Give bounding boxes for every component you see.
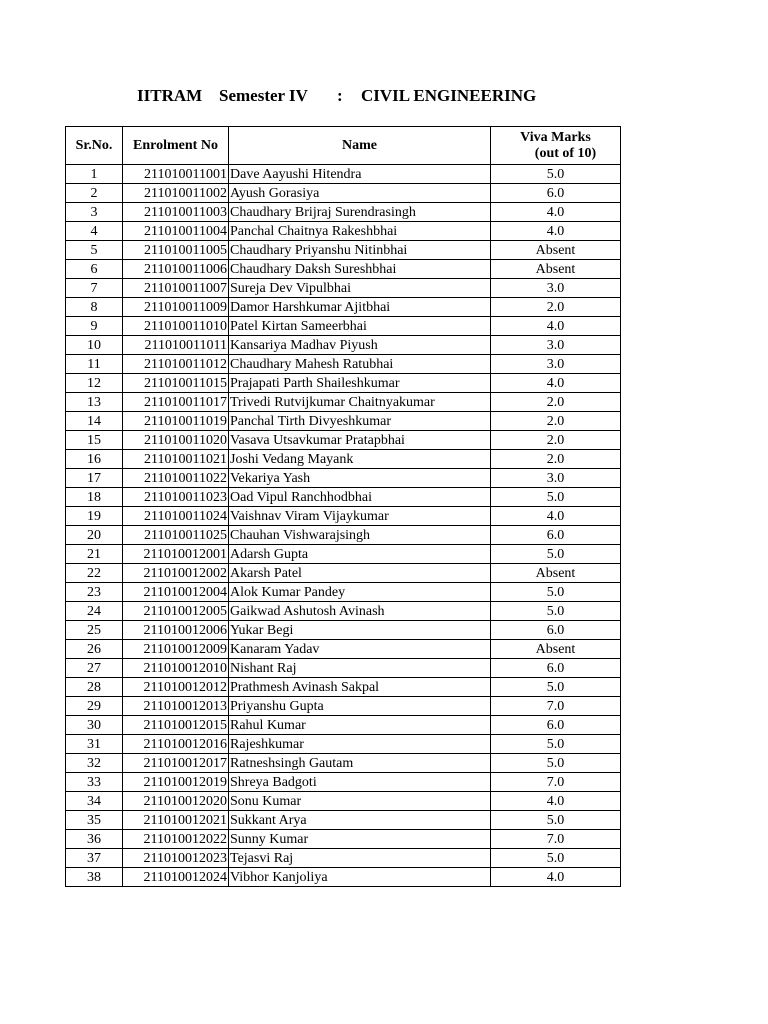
cell-name: Sonu Kumar (229, 792, 491, 811)
cell-name: Prathmesh Avinash Sakpal (229, 678, 491, 697)
cell-srno: 12 (66, 374, 123, 393)
cell-viva-marks: 3.0 (491, 336, 621, 355)
cell-enrolment: 211010011011 (123, 336, 229, 355)
cell-enrolment: 211010012010 (123, 659, 229, 678)
viva-header-line1: Viva Marks (520, 129, 591, 145)
cell-srno: 11 (66, 355, 123, 374)
table-row (66, 849, 621, 868)
cell-enrolment: 211010012022 (123, 830, 229, 849)
cell-enrolment: 211010011004 (123, 222, 229, 241)
cell-name: Kanaram Yadav (229, 640, 491, 659)
cell-viva-marks: 4.0 (491, 507, 621, 526)
cell-name: Patel Kirtan Sameerbhai (229, 317, 491, 336)
table-row (66, 811, 621, 830)
table-row (66, 545, 621, 564)
cell-enrolment: 211010011021 (123, 450, 229, 469)
cell-srno: 5 (66, 241, 123, 260)
cell-viva-marks: Absent (491, 640, 621, 659)
table-row (66, 450, 621, 469)
cell-srno: 17 (66, 469, 123, 488)
cell-srno: 29 (66, 697, 123, 716)
page-title (0, 86, 768, 108)
cell-srno: 33 (66, 773, 123, 792)
cell-viva-marks: 5.0 (491, 735, 621, 754)
cell-srno: 24 (66, 602, 123, 621)
cell-enrolment: 211010012015 (123, 716, 229, 735)
cell-srno: 38 (66, 868, 123, 887)
cell-viva-marks: 2.0 (491, 298, 621, 317)
cell-srno: 1 (66, 165, 123, 184)
cell-srno: 22 (66, 564, 123, 583)
cell-enrolment: 211010012023 (123, 849, 229, 868)
cell-enrolment: 211010011005 (123, 241, 229, 260)
table-row (66, 678, 621, 697)
title-separator: : (337, 86, 343, 105)
cell-enrolment: 211010011006 (123, 260, 229, 279)
cell-enrolment: 211010012001 (123, 545, 229, 564)
table-row (66, 602, 621, 621)
column-header-enrolment: Enrolment No (123, 127, 229, 165)
cell-viva-marks: 6.0 (491, 659, 621, 678)
cell-srno: 23 (66, 583, 123, 602)
cell-viva-marks: 7.0 (491, 773, 621, 792)
cell-srno: 8 (66, 298, 123, 317)
cell-enrolment: 211010012009 (123, 640, 229, 659)
table-row (66, 336, 621, 355)
cell-viva-marks: 3.0 (491, 355, 621, 374)
cell-name: Panchal Chaitnya Rakeshbhai (229, 222, 491, 241)
cell-srno: 21 (66, 545, 123, 564)
cell-srno: 10 (66, 336, 123, 355)
cell-enrolment: 211010012024 (123, 868, 229, 887)
cell-viva-marks: 2.0 (491, 450, 621, 469)
cell-viva-marks: 4.0 (491, 317, 621, 336)
table-row (66, 773, 621, 792)
cell-viva-marks: 5.0 (491, 754, 621, 773)
cell-name: Vasava Utsavkumar Pratapbhai (229, 431, 491, 450)
cell-name: Vaishnav Viram Vijaykumar (229, 507, 491, 526)
table-row (66, 830, 621, 849)
cell-enrolment: 211010011009 (123, 298, 229, 317)
table-row (66, 564, 621, 583)
cell-enrolment: 211010011020 (123, 431, 229, 450)
cell-srno: 6 (66, 260, 123, 279)
cell-srno: 30 (66, 716, 123, 735)
cell-viva-marks: 3.0 (491, 279, 621, 298)
table-row (66, 260, 621, 279)
cell-enrolment: 211010011024 (123, 507, 229, 526)
cell-name: Vibhor Kanjoliya (229, 868, 491, 887)
table-row (66, 222, 621, 241)
cell-name: Shreya Badgoti (229, 773, 491, 792)
cell-enrolment: 211010012012 (123, 678, 229, 697)
table-body (66, 165, 621, 887)
cell-name: Chauhan Vishwarajsingh (229, 526, 491, 545)
cell-viva-marks: 5.0 (491, 165, 621, 184)
cell-name: Rahul Kumar (229, 716, 491, 735)
cell-srno: 34 (66, 792, 123, 811)
cell-name: Sunny Kumar (229, 830, 491, 849)
table-row (66, 165, 621, 184)
table-row (66, 526, 621, 545)
table-row (66, 393, 621, 412)
column-header-viva-marks (491, 127, 621, 165)
cell-viva-marks: 3.0 (491, 469, 621, 488)
cell-viva-marks: Absent (491, 241, 621, 260)
cell-viva-marks: 4.0 (491, 868, 621, 887)
table-row (66, 583, 621, 602)
cell-enrolment: 211010012017 (123, 754, 229, 773)
cell-srno: 32 (66, 754, 123, 773)
viva-marks-table (65, 126, 621, 887)
cell-viva-marks: 4.0 (491, 374, 621, 393)
cell-srno: 7 (66, 279, 123, 298)
cell-viva-marks: 5.0 (491, 811, 621, 830)
cell-name: Panchal Tirth Divyeshkumar (229, 412, 491, 431)
cell-viva-marks: 2.0 (491, 412, 621, 431)
table-row (66, 412, 621, 431)
cell-viva-marks: 7.0 (491, 697, 621, 716)
cell-name: Sukkant Arya (229, 811, 491, 830)
table-row (66, 431, 621, 450)
cell-enrolment: 211010012005 (123, 602, 229, 621)
cell-srno: 37 (66, 849, 123, 868)
cell-srno: 31 (66, 735, 123, 754)
cell-srno: 9 (66, 317, 123, 336)
cell-enrolment: 211010011001 (123, 165, 229, 184)
table-row (66, 868, 621, 887)
cell-viva-marks: 4.0 (491, 222, 621, 241)
cell-srno: 35 (66, 811, 123, 830)
cell-name: Oad Vipul Ranchhodbhai (229, 488, 491, 507)
cell-name: Akarsh Patel (229, 564, 491, 583)
cell-srno: 13 (66, 393, 123, 412)
cell-enrolment: 211010011003 (123, 203, 229, 222)
cell-viva-marks: Absent (491, 260, 621, 279)
cell-name: Yukar Begi (229, 621, 491, 640)
cell-srno: 3 (66, 203, 123, 222)
cell-viva-marks: 7.0 (491, 830, 621, 849)
cell-enrolment: 211010011007 (123, 279, 229, 298)
cell-name: Prajapati Parth Shaileshkumar (229, 374, 491, 393)
cell-enrolment: 211010011017 (123, 393, 229, 412)
cell-viva-marks: 2.0 (491, 431, 621, 450)
institute-name: IITRAM (137, 86, 203, 105)
cell-name: Chaudhary Mahesh Ratubhai (229, 355, 491, 374)
cell-enrolment: 211010012021 (123, 811, 229, 830)
cell-viva-marks: 5.0 (491, 545, 621, 564)
cell-enrolment: 211010011002 (123, 184, 229, 203)
cell-viva-marks: 5.0 (491, 678, 621, 697)
cell-enrolment: 211010012019 (123, 773, 229, 792)
table-row (66, 317, 621, 336)
cell-enrolment: 211010012006 (123, 621, 229, 640)
cell-name: Rajeshkumar (229, 735, 491, 754)
table-row (66, 241, 621, 260)
cell-name: Priyanshu Gupta (229, 697, 491, 716)
cell-srno: 26 (66, 640, 123, 659)
column-header-srno: Sr.No. (66, 127, 123, 165)
cell-viva-marks: 6.0 (491, 184, 621, 203)
cell-viva-marks: 5.0 (491, 583, 621, 602)
cell-enrolment: 211010011010 (123, 317, 229, 336)
cell-name: Alok Kumar Pandey (229, 583, 491, 602)
cell-viva-marks: 5.0 (491, 488, 621, 507)
cell-name: Vekariya Yash (229, 469, 491, 488)
table-row (66, 507, 621, 526)
cell-name: Chaudhary Daksh Sureshbhai (229, 260, 491, 279)
cell-viva-marks: 2.0 (491, 393, 621, 412)
cell-srno: 25 (66, 621, 123, 640)
cell-enrolment: 211010012002 (123, 564, 229, 583)
cell-enrolment: 211010011015 (123, 374, 229, 393)
cell-srno: 16 (66, 450, 123, 469)
cell-viva-marks: 5.0 (491, 602, 621, 621)
cell-srno: 20 (66, 526, 123, 545)
table-row (66, 203, 621, 222)
table-header-row (66, 127, 621, 165)
cell-name: Trivedi Rutvijkumar Chaitnyakumar (229, 393, 491, 412)
table-row (66, 716, 621, 735)
table-row (66, 279, 621, 298)
cell-enrolment: 211010012020 (123, 792, 229, 811)
cell-enrolment: 211010011012 (123, 355, 229, 374)
cell-name: Tejasvi Raj (229, 849, 491, 868)
cell-srno: 19 (66, 507, 123, 526)
cell-enrolment: 211010011019 (123, 412, 229, 431)
department-name: CIVIL ENGINEERING (361, 86, 537, 105)
cell-srno: 14 (66, 412, 123, 431)
cell-srno: 4 (66, 222, 123, 241)
table-row (66, 735, 621, 754)
cell-name: Ratneshsingh Gautam (229, 754, 491, 773)
cell-enrolment: 211010011025 (123, 526, 229, 545)
cell-viva-marks: 6.0 (491, 621, 621, 640)
cell-name: Sureja Dev Vipulbhai (229, 279, 491, 298)
cell-name: Kansariya Madhav Piyush (229, 336, 491, 355)
cell-srno: 36 (66, 830, 123, 849)
cell-enrolment: 211010011022 (123, 469, 229, 488)
cell-srno: 15 (66, 431, 123, 450)
cell-name: Adarsh Gupta (229, 545, 491, 564)
column-header-name: Name (229, 127, 491, 165)
cell-enrolment: 211010012016 (123, 735, 229, 754)
table-row (66, 640, 621, 659)
table-row (66, 488, 621, 507)
cell-name: Chaudhary Brijraj Surendrasingh (229, 203, 491, 222)
cell-viva-marks: Absent (491, 564, 621, 583)
cell-enrolment: 211010012004 (123, 583, 229, 602)
table-row (66, 697, 621, 716)
cell-viva-marks: 6.0 (491, 526, 621, 545)
cell-name: Chaudhary Priyanshu Nitinbhai (229, 241, 491, 260)
table-row (66, 374, 621, 393)
cell-name: Ayush Gorasiya (229, 184, 491, 203)
cell-name: Dave Aayushi Hitendra (229, 165, 491, 184)
cell-enrolment: 211010011023 (123, 488, 229, 507)
table-row (66, 792, 621, 811)
cell-viva-marks: 4.0 (491, 203, 621, 222)
cell-srno: 27 (66, 659, 123, 678)
cell-viva-marks: 6.0 (491, 716, 621, 735)
cell-viva-marks: 5.0 (491, 849, 621, 868)
cell-enrolment: 211010012013 (123, 697, 229, 716)
cell-srno: 2 (66, 184, 123, 203)
table-row (66, 184, 621, 203)
cell-srno: 18 (66, 488, 123, 507)
table-row (66, 659, 621, 678)
cell-srno: 28 (66, 678, 123, 697)
table-row (66, 469, 621, 488)
cell-name: Damor Harshkumar Ajitbhai (229, 298, 491, 317)
cell-name: Joshi Vedang Mayank (229, 450, 491, 469)
table-row (66, 621, 621, 640)
semester-label: Semester IV (219, 86, 308, 105)
table-row (66, 754, 621, 773)
table-row (66, 298, 621, 317)
cell-viva-marks: 4.0 (491, 792, 621, 811)
cell-name: Gaikwad Ashutosh Avinash (229, 602, 491, 621)
table-row (66, 355, 621, 374)
cell-name: Nishant Raj (229, 659, 491, 678)
viva-header-line2: (out of 10) (534, 145, 597, 161)
